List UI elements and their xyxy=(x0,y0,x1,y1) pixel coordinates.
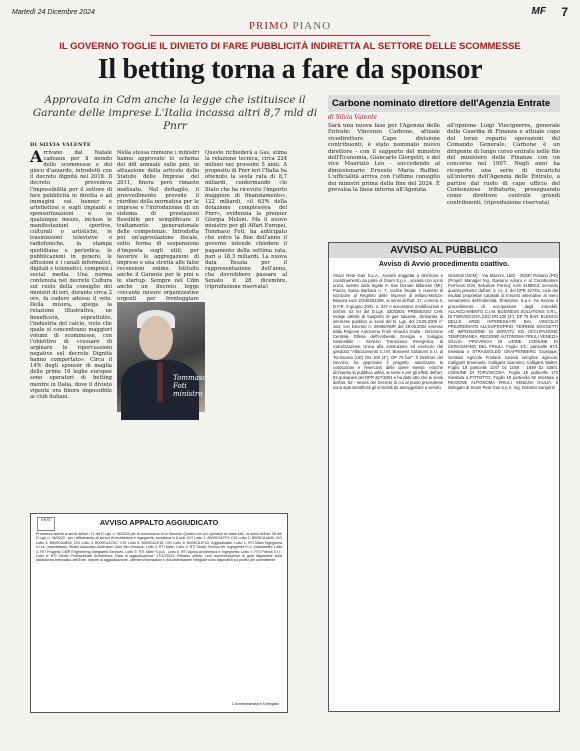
article-column-2 xyxy=(117,150,199,303)
article-column-2-text: Nella stessa riunione i ministri hanno approvato lo schema del ddl annuale sulle pmi, in attuazione della articolo dello Statuto delle Imprese del 2011, finora però rimasto inattuato. Nel dettaglio, il provvedimento prevede il riordino della normativa per le imprese e l'introduzione di un sistema di prestazioni flessibile per semplificare il trattamento generazionale delle competenze. Introdotta poi un'agevolazione fiscale, sotto forma di sospensione d'imposta sugli utili, per favorire le aggregazioni di imprese e una stretta alle false recensioni online. Istituito anche il Garante per le pmi e le startup. Sempre nel Cdm anche un decreto legge «recante misure organizzative urgenti per fronteggiare xyxy=(117,150,199,303)
public-notice-subheader: Avviso di Avvio procedimento coattivo. xyxy=(378,261,510,268)
public-notice-column-left: Snam Rete Gas S.p.A., società soggetta a direzione e coordinamento da parte di Snam S.p.A., società con socio unico, avente sede legale in San Donato Milanese (MI), Piazza Santa Barbara n. 7, codice fiscale e numero di iscrizione al Registro delle Imprese di Milano-Monza-Brianza-Lodi 10238291008, ai sensi dell'art. 17, comma 2, D.P.R. 8 giugno 2001, n. 327 e successive modificazioni e dell'art. 52 ter del D.Lgs. 330/2004, PREMESSO CHE svolge attività di trasporto di gas naturale, dichiarata di interesse pubblico ai sensi del D. Lgs. del 23.05.2000 n° 164; con Decreto n. 29490/AMR del 29.06.2024 emesso dalla Regione Autonoma Friuli Venezia Giulia - Direzione Centrale Difesa dell'Ambiente Energia e Sviluppo Sostenibile - Servizio Transizione Energetica, di Autorizzazione Unica alla costruzione ed esercizio del gasdotto "Allacciamento C.I.M. Business Solutions S.r.l. di Torviscosa (UD) DN 100 (4"), DP 75 bar". Il Direttore del Servizio, ha approvato il progetto, autorizzato la costruzione e l'esercizio delle opere stesse, nonché dichiarato la pubblica utilità, ai sensi e per gli effetti dell'art. 52-quinquies del DPR 327/2001 e ha dato atto che ai sensi dell'art. 52 - sexies del Decreto di cui al punto precedente sono stati identificati gli immobili da assoggettare a servitù. xyxy=(333,273,443,391)
article-column-1 xyxy=(30,147,112,510)
article-byline: DI SILVIA VALENTE xyxy=(30,142,92,148)
article-subhead: Approvata in Cdm anche la legge che istituisce il Garante delle imprese L'Italia incassa altri 8,7 mld di Pnrr xyxy=(32,94,318,132)
article-column-3 xyxy=(205,150,287,510)
photo-caption: Tommaso Foti ministro xyxy=(173,374,207,398)
public-notice-column-right: Orientali (NCM) - Via Mazzini, 16/D - 35030 Rubano (PD) (Project Manager Ing. Gaetano Amaro e al Coordinatore Ferrocesi Dott. Salvatore Porzio); Arch 4188913; secondo quanto previsto dall'art. 3, co. 3, del DPR 327/01, ciclo dei risultati proprietari catastali di trovano alternative al mero versamento dell'indennità, Enterprise S.p.A. ha avviato il procedimento di occupazione degli immobili. ALLACCIAMENTO C.I.M. BUSINESS SOLUTIONS S.R.L. DI TORVISCOSA (UD) DN 100 (4"), DP 75 BAR. ELENCO DELLE AREE INTERESSATE DAL VINCOLO PREORDINATO ALL'ESPROPRIO. TERRENI SOGGETTI AD IMPOSIZIONE DI SERVITÙ ED OCCUPAZIONE TEMPORANEA. REGIONE AUTONOMA FRIULI VENEZIA GIULIA. PROVINCIA DI UDINE. COMUNE DI CERVIGNANO DEL FRIULI. Foglio 4/C: particelle 97/1 Intestata a STRASSOLDO GRAFFENBERG Giuseppe; Gestioni Agricole Friulane società semplice agricola; Calligaris Emanuela; Calligaris Giacomo; Calligaris Walter. Foglio 18 particelle 1047 bz 1049 - 1849 bz 439/3. COMUNE DI TORVISCOSA. Foglio 18 particelle 173 Intestata a PITTOTTO; Foglio 19 particella 92 Intestata a REGIONE AUTONOMA FRIULI VENEZIA GIULIA. Il Delegato di Snam Rete Gas S.p.A. Ing. Roberto Sangenti xyxy=(448,273,558,391)
section-title-primary: PRIMO xyxy=(248,20,289,32)
newspaper-logo: MF xyxy=(531,6,546,17)
section-title xyxy=(0,20,580,32)
article-column-1-text: rrivano dal Natale cadeaux per il mondo delle scommesse e del gioco d'azzardo, introdotti con il decreto dignità nel 2018. Il decreto prevedeva l'impossibilità per il settore di fare pubblicità in diretta o ad immagini sui banner e artefiottosi e sugli impianti e sponsorizzazioni e su qualunque mezzo, incluse le manifestazioni sportive, culturali o artistiche, le trasmissioni televisive o radiofoniche, la stampa quotidiana e periodica, le pubblicazioni in genere, le affissioni e i canali informatici, digitali e telematici, compresi i social media. Una norma contenuta nel decreto Cultura sul ruolo della consiglio dei ministri di ieri, durante circa 2 ore, fa cadere adesso il veto. Della misura, spiega la relazione illustrativa, ne beneficerà, soprattutto, l'industria del calcio, visto che quale si concentrano maggiori volumi di scommesse, con l'obiettivo di «cessare di arginare le ripercussioni negative sul decreto Dignità hanno comportato». Circa il 14% degli sponsor di maglia delle prime 10 leghe europee sono operatori di betting mentre in Italia, dove il divieto vigente era finora impossibile ai club italiani. xyxy=(30,150,112,400)
photo-face xyxy=(139,316,173,360)
article-column-3-text: Questo richiederà a Gas, stima la relazione tecnica, circa 224 milioni nei prossimi 5 anni. A proposito di Pnrr ieri l'Italia ha ottenuto la sesta rata di 8,7 miliardi, confermando «lo Stato che ha ricevuto l'importo maggiore di finanziamento», 122 miliardi, «il 63% della dotazione complessiva del Pnrr», evidenzia la premier Giorgia Meloni. Ma il nuovo ministro per gli Affari Europei, Tommaso Foti, ha anticipato che entro la fine dell'anno il governo intende chiedere il pagamento della settima rata, pari a 18,3 miliardi. La nuova data fissata per il rappresentazione dell'anno, che dovrebbero passare al Senato il 28 dicembre. (riproduzione riservata) xyxy=(205,150,287,291)
side-article-column-2: all'opzione Luigi Vincignerra, generale della Guardia di Finanza e attuale capo del terzo reparto operazioni del Comando Generale. Carbone è un dirigente di lungo corso entrato nelle file del ministero delle Finanze con un concorso nel 1997. Negli anni ha ricoperto una serie di incarichi all'interno dell'Agenzia delle Entrate, a partire dal ruolo di capo ufficio del Contenzioso tributario, proseguendo come direttore centrale grandi contribuenti. (riproduzione riservata) xyxy=(447,123,560,206)
tender-notice-box xyxy=(30,513,288,713)
section-title-secondary: PIANO xyxy=(292,20,332,32)
side-article-column-1: Sarà una nuova fase per l'Agenzia delle Entrate: Vincenzo Carbone, attuale vicedirettore Capo divisione contribuenti, è stato nominato nuovo direttore - con il supporto del ministro dell'Economia, Giancarlo Giorgetti, e del vice Maurizio Leo - succedendo al dimissionario Ernesto Maria Ruffini. L'ufficialità arriva con l'ultimo consiglio dei ministri prima della fine del 2024. È prevalsa la linea interna all'Agenzia xyxy=(328,123,440,194)
tender-notice-signature: L'Amministratore Delegato xyxy=(231,701,279,706)
drop-cap: A xyxy=(30,147,43,166)
article-kicker: IL GOVERNO TOGLIE IL DIVIETO DI FARE PUBBLICITÀ INDIRETTA AL SETTORE DELLE SCOMMESSE xyxy=(59,41,521,52)
page-number: 7 xyxy=(561,5,568,19)
minister-photo xyxy=(117,302,205,412)
tender-notice-header: AVVISO APPALTO AGGIUDICATO xyxy=(99,518,219,527)
top-bar xyxy=(12,6,568,20)
public-notice-box xyxy=(328,242,560,712)
article-headline: Il betting torna a fare da sponsor xyxy=(97,54,483,85)
issue-date: Martedì 24 Dicembre 2024 xyxy=(12,9,95,16)
section-divider xyxy=(150,35,430,36)
photo-tie xyxy=(157,362,163,402)
side-article-byline: di Silvia Valente xyxy=(328,114,378,121)
tender-notice-body: Procedura aperta ai sensi dell'art. 71 del D.Lgs. n. 36/2023 per la conclusione di un Accordo Quadro con più operatori su base lotti - ai sensi dell'art. 59 del D.Lgs. n. 36/2023 - per l'affidamento di servizi di architettura e ingegneria, suddivisa in 8 lotti. CIG Lotto 1: B009C91FF9; CIG Lotto 2: B009CA1A06; CIG Lotto 3: B009CA1B03; CIG Lotto 4: B009CA1C0C; CIG Lotto 5: B009CA1E15; CIG Lotto 6: B009CA1F1D. Aggiudicatari: Lotto 1: RTI Milan Ingegneria s.r.l.s. (mandataria), Studio Associato Ascension Gian Vito Grussus; Lotto 2: RTI Milan, Lotto 3: RTI Studio Tecnico Mt. Ingegneria S.r.l. (mandante); Lotto 4: RTI Progetto CMR Engineering Integrated Services; Lotto 5: RTI Altieri S.p.A.; Lotto 6: RTI Alpina Architettura e Ingegneria; Lotto 7: RTI Prisma S.r.l.; Lotto 8: RTI Studio Professionale Architettura. Data di aggiudicazione: 17/12/2024. Ribasso offerto: vedi documentazione di gara disponibile sulla piattaforma telematica dell'Ente. Importi di aggiudicazione, ulteriori informazioni e documentazione integrale sono disponibili sul profilo del committente. xyxy=(36,532,282,563)
tender-notice-logo: ENTE xyxy=(37,517,55,531)
public-notice-header: AVVISO AL PUBBLICO xyxy=(329,243,559,258)
side-article-title: Carbone nominato direttore dell'Agenzia Entrate xyxy=(328,95,560,112)
